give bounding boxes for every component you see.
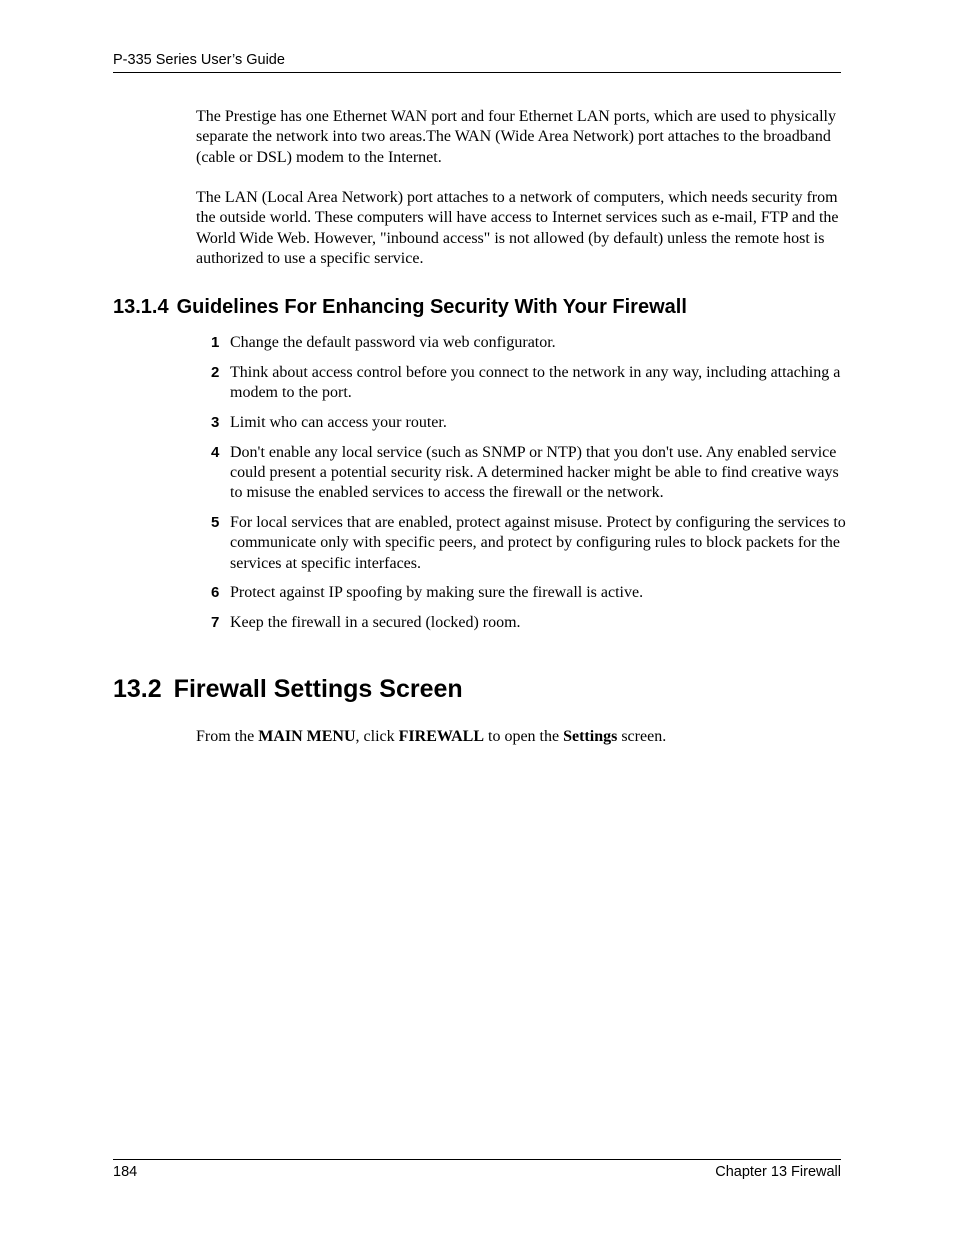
list-item-text: Limit who can access your router. (230, 413, 447, 431)
intro-text: , click (355, 728, 399, 745)
list-item (196, 333, 846, 353)
intro-text: From the (196, 728, 259, 745)
paragraph-lan-security: The LAN (Local Area Network) port attaches to a network of computers, which needs security from the outside world. These computers will have access to Internet services such as e-mail, FTP and the World Wide Web. However, "inbound access" is not allowed (by default) unless the remote host is authorized to use a specific service. (196, 189, 839, 267)
list-item (196, 613, 846, 633)
list-item-text: Don't enable any local service (such as SNMP or NTP) that you don't use. Any enabled service could present a potential security risk. A determined hacker might be able to find creative ways to misuse the enabled services to access the firewall or the network. (230, 443, 839, 502)
main-menu-term: MAIN MENU (258, 728, 356, 745)
paragraph-firewall-intro (196, 727, 846, 747)
section-number: 13.2 (113, 675, 162, 703)
list-item (196, 413, 846, 433)
page-footer (113, 1159, 841, 1181)
list-item-text: Protect against IP spoofing by making sure the firewall is active. (230, 584, 644, 602)
list-item-number: 3 (211, 413, 220, 431)
list-item-number: 1 (211, 334, 220, 351)
list-item-text: Keep the firewall in a secured (locked) room. (230, 614, 521, 632)
section-title: Firewall Settings Screen (173, 675, 463, 703)
list-item-number: 6 (211, 584, 220, 602)
section-number: 13.1.4 (113, 296, 169, 318)
list-item-number: 2 (211, 363, 220, 381)
paragraph-wan-lan-ports: The Prestige has one Ethernet WAN port and four Ethernet LAN ports, which are used to physically separate the network into two areas.The WAN (Wide Area Network) port attaches to the broadband (cable or DSL) modem to the Internet. (196, 108, 836, 166)
list-item (196, 443, 846, 504)
list-item (196, 513, 846, 574)
list-item (196, 583, 846, 603)
section-heading-13-2 (113, 673, 463, 705)
list-item-number: 5 (211, 514, 220, 532)
settings-term: Settings (563, 728, 618, 745)
list-item-text: Think about access control before you connect to the network in any way, including attaching a modem to the port. (230, 363, 841, 402)
list-item-text: Change the default password via web configurator. (230, 334, 556, 351)
chapter-title: Chapter 13 Firewall (715, 1164, 841, 1180)
guide-title: P-335 Series User’s Guide (113, 52, 285, 68)
list-item-number: 7 (211, 614, 220, 632)
list-item (196, 363, 846, 404)
intro-text: screen. (617, 728, 667, 745)
page-number: 184 (113, 1164, 138, 1180)
list-item-number: 4 (211, 443, 220, 461)
section-heading-13-1-4 (113, 294, 687, 320)
firewall-term: FIREWALL (398, 728, 484, 745)
section-title: Guidelines For Enhancing Security With Your Firewall (176, 296, 687, 318)
page-header (113, 51, 841, 73)
list-item-text: For local services that are enabled, protect against misuse. Protect by configuring the services to communicate only with specific peers, and protect by configuring rules to block packets for the services at specific interfaces. (230, 514, 846, 572)
intro-text: to open the (484, 728, 564, 745)
security-guidelines-list (196, 333, 846, 643)
